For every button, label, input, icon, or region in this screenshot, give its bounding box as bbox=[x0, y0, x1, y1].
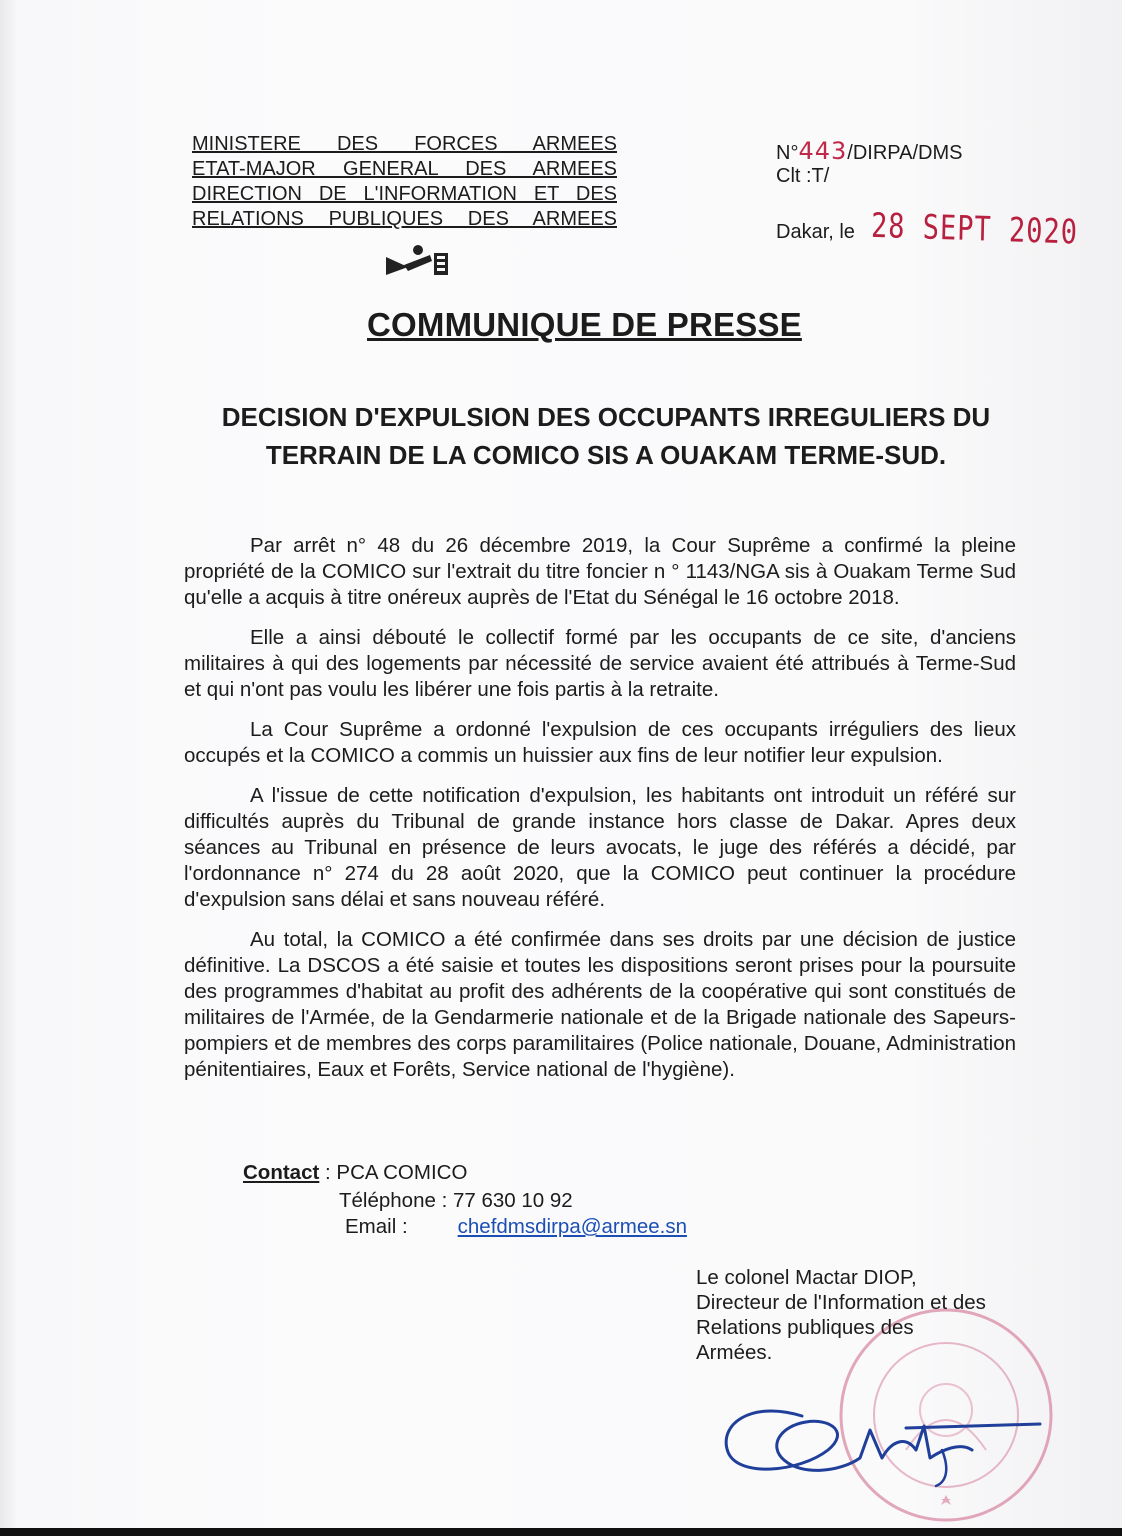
contact-label: Contact bbox=[243, 1161, 320, 1184]
handwritten-reference: 443 bbox=[798, 137, 848, 165]
paragraph: Au total, la COMICO a été confirmée dans ses droits par une décision de justice définitive. La DSCOS a été saisie et toutes les dispositions seront prises pour la poursuite des programmes d'habitat au profit des adhérents de la coopérative qui sont constitués de militaires de l'Armée, de la Gendarmerie nationale et de la Brigade nationale des Sapeurs-pompiers et de membres des corps paramilitaires (Police nationale, Douane, Administration pénitentiaires, Eaux et Forêts, Service national de l'hygiène). bbox=[184, 928, 1016, 1081]
reference-block bbox=[776, 137, 963, 188]
authority-line: ETAT-MAJOR GENERAL DES ARMEES bbox=[192, 158, 617, 180]
paragraph: A l'issue de cette notification d'expulsion, les habitants ont introduit un référé sur difficultés auprès du Tribunal de grande instance hors classe de Dakar. Apres deux séances au Tribunal en présence de leurs avocats, le juge des référés a décidé, par l'ordonnance n° 274 du 28 août 2020, que la COMICO peut continuer la procédure d'expulsion sans délai et sans nouveau référé. bbox=[184, 784, 1016, 911]
date-prefix: Dakar, le bbox=[776, 221, 855, 243]
signatory-block bbox=[696, 1265, 1026, 1365]
signatory-line: Directeur de l'Information et des bbox=[696, 1291, 986, 1314]
authority-line: MINISTERE DES FORCES ARMEES bbox=[192, 133, 617, 155]
date-stamp: 28 SEPT 2020 bbox=[870, 206, 1078, 253]
handwritten-signature-icon bbox=[710, 1380, 1050, 1490]
emblem-icon bbox=[382, 243, 452, 277]
contact-phone: Téléphone : 77 630 10 92 bbox=[339, 1189, 573, 1212]
signatory-line: Armées. bbox=[696, 1341, 773, 1364]
scan-bottom-edge bbox=[0, 1528, 1122, 1536]
paragraph: Par arrêt n° 48 du 26 décembre 2019, la Cour Suprême a confirmé la pleine propriété de la COMICO sur l'extrait du titre foncier n ° 1143/NGA sis à Ouakam Terme Sud qu'elle a acquis à titre onéreux auprès de l'Etat du Sénégal le 16 octobre 2018. bbox=[184, 534, 1016, 609]
subtitle: DECISION D'EXPULSION DES OCCUPANTS IRREGULIERS DU TERRAIN DE LA COMICO SIS A OUAKAM TERME-SUD. bbox=[221, 402, 991, 470]
issuing-authority bbox=[192, 132, 617, 232]
page-title: COMMUNIQUE DE PRESSE bbox=[367, 306, 802, 343]
signatory-line: Relations publiques des bbox=[696, 1316, 914, 1339]
paragraph: La Cour Suprême a ordonné l'expulsion de ces occupants irréguliers des lieux occupés et la COMICO a commis un huissier aux fins de leur notifier leur expulsion. bbox=[184, 718, 1016, 767]
contact-org-line bbox=[243, 1160, 467, 1186]
contact-email-line bbox=[345, 1214, 687, 1240]
contact-org: : PCA COMICO bbox=[319, 1161, 468, 1184]
signatory-line: Le colonel Mactar DIOP, bbox=[696, 1266, 917, 1289]
email-link[interactable]: chefdmsdirpa@armee.sn bbox=[457, 1215, 687, 1238]
contact-block bbox=[243, 1160, 687, 1238]
date-line bbox=[776, 206, 1078, 253]
authority-line: RELATIONS PUBLIQUES DES ARMEES bbox=[192, 208, 617, 230]
email-label: Email : bbox=[345, 1215, 408, 1238]
authority-line: DIRECTION DE L'INFORMATION ET DES bbox=[192, 183, 617, 205]
reference-number bbox=[776, 137, 963, 165]
classification: Clt :T/ bbox=[776, 165, 830, 187]
reference-suffix: /DIRPA/DMS bbox=[847, 142, 963, 164]
reference-prefix: N° bbox=[776, 142, 799, 164]
paragraph: Elle a ainsi débouté le collectif formé par les occupants de ce site, d'anciens militaires à qui des logements par nécessité de service avaient été attribués à Terme-Sud et qui n'ont pas voulu les libérer une fois partis à la retraite. bbox=[184, 626, 1016, 701]
body-text bbox=[184, 533, 1016, 1097]
